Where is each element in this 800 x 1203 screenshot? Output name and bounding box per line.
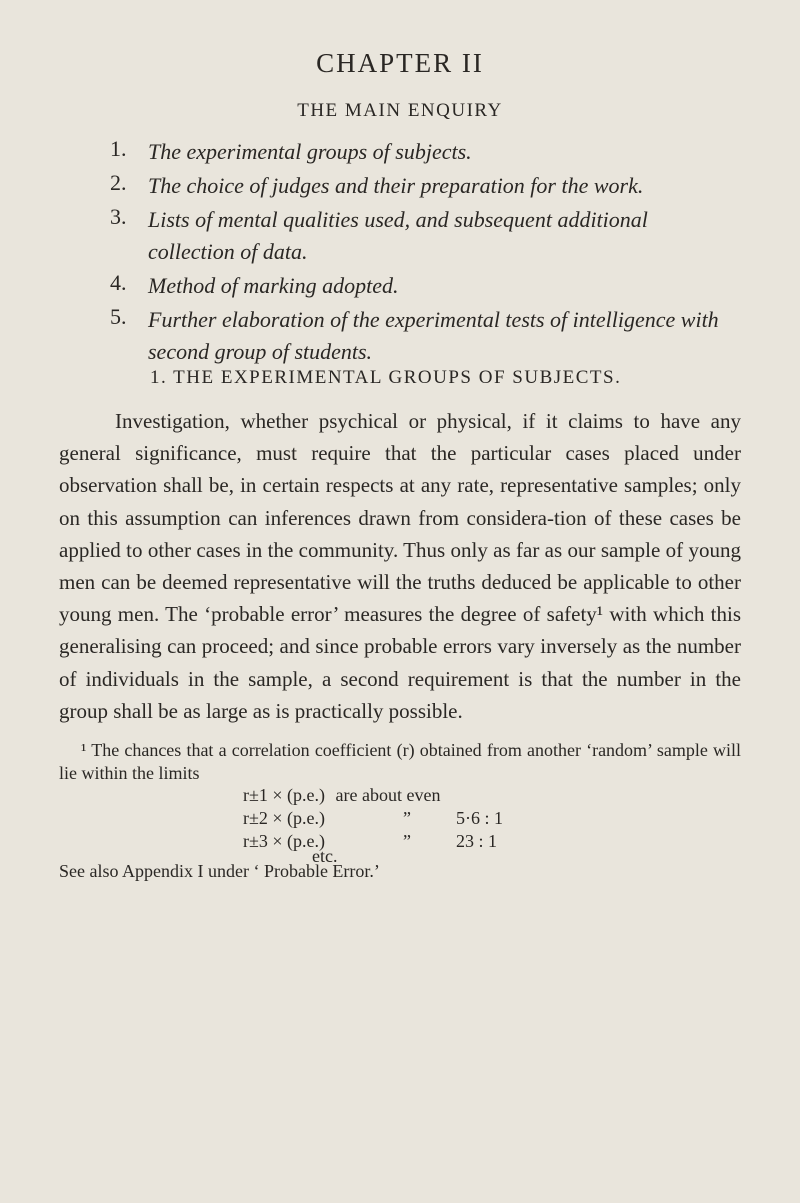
contents-item	[110, 136, 730, 168]
contents-item-text: The experimental groups of subjects.	[148, 139, 472, 164]
contents-item-text: Further elaboration of the experimental tests of intelligence with second group of students.	[148, 307, 719, 364]
contents-item-text: Method of marking adopted.	[148, 273, 399, 298]
formula-line	[243, 830, 543, 853]
chapter-contents-list	[110, 136, 730, 370]
formula-line	[243, 807, 543, 830]
odds-ratio: 5·6 : 1	[456, 808, 503, 828]
contents-item	[110, 270, 730, 302]
chapter-subtitle: THE MAIN ENQUIRY	[297, 100, 503, 121]
contents-item	[110, 204, 730, 268]
ditto-mark: ”	[403, 831, 411, 851]
contents-item-text: Lists of mental qualities used, and subsequent additional collection of data.	[148, 207, 648, 264]
formula-note: are about even	[335, 785, 441, 805]
contents-item-number: 5.	[110, 304, 127, 329]
see-also-reference: See also Appendix I under ‘ Probable Error.’	[59, 861, 380, 881]
contents-item-number: 2.	[110, 170, 127, 195]
contents-item-number: 1.	[110, 136, 127, 161]
formula-line	[243, 784, 440, 807]
formula-etc: etc.	[312, 846, 338, 866]
contents-item-text: The choice of judges and their preparation for the work.	[148, 173, 644, 198]
contents-item-number: 4.	[110, 270, 127, 295]
formula-expression: r±1 × (p.e.)	[243, 785, 326, 805]
contents-item-number: 3.	[110, 204, 127, 229]
footnote-text: ¹ The chances that a correlation coefficient (r) obtained from another ‘random’ sample will lie within the limits	[59, 740, 741, 783]
body-paragraph: Investigation, whether psychical or physical, if it claims to have any general significance, must require that the particular cases placed under observation shall be, in certain respects at any rate, representative samples; only on this assumption can inferences drawn from considera-tion of these cases be applied to other cases in the community. Thus only as far as our sample of young men can be deemed representative will the truths deduced be applicable to other young men. The ‘probable error’ measures the degree of safety¹ with which this generalising can proceed; and since probable errors vary inversely as the number of individuals in the sample, a second requirement is that the number in the group shall be as large as is practically possible.	[59, 409, 741, 723]
ditto-mark: ”	[403, 808, 411, 828]
chapter-title: CHAPTER II	[316, 48, 484, 78]
formula-expression: r±2 × (p.e.)	[243, 808, 326, 828]
formula-expression: r±3 × (p.e.)	[243, 831, 326, 851]
contents-item	[110, 170, 730, 202]
odds-ratio: 23 : 1	[456, 831, 498, 851]
contents-item	[110, 304, 730, 368]
section-heading: 1. THE EXPERIMENTAL GROUPS OF SUBJECTS.	[150, 367, 622, 388]
